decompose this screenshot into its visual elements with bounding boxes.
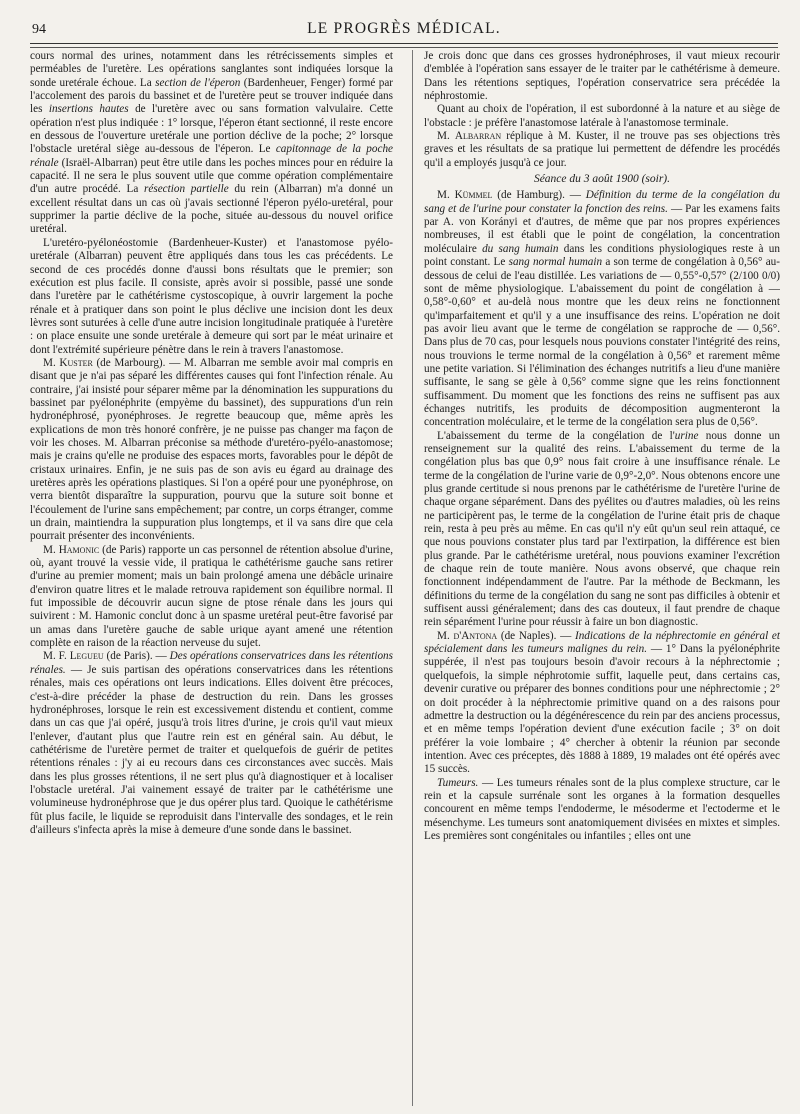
session-heading: Séance du 3 août 1900 (soir). (533, 173, 671, 186)
paragraph: L'uretéro-pyélonéostomie (Bardenheuer-Kuster) et l'anastomose pyélo-uretérale (Albarran) peuvent être appliqués dans tous les cas précédents. Le second de ces procédés donne d'aussi bons résultats que le premier; son exécution est plus facile. Il consiste, après avoir si possible, passé une sonde dans l'uretère par le cathétérisme cystoscopique, à ouvrir largement la poche rénale et à pratiquer dans son point le plus déclive une incision dont les deux lèvres sont suturées à celle d'une autre incision longitudinale pratiquée à l'uretère : on place ensuite une sonde uretérale à demeure qui sort par le méat urinaire et dont l'extrémité supérieure pénètre dans le rein à travers l'anastomose. (30, 236, 393, 356)
paragraph: Tumeurs. — Les tumeurs rénales sont de la plus complexe structure, car le rein et la capsule surrénale sont les organes à la formation desquelles concourent en même temps l'endoderme, le mésoderme et l'ectoderme et le mésenchyme. Les tumeurs sont anatomiquement divisées en mixtes et simples. Les premières sont congénitales ou infantiles ; elles ont une (424, 776, 780, 842)
paragraph: M. Kuster (de Marbourg). — M. Albarran me semble avoir mal compris en disant que je n'ai pas séparé les différentes causes qui font l'infection rénale. Au contraire, j'ai insisté pour séparer même par la dénomination les suppurations du bassinet par pyélonéphrite (empyème du bassinet), des suppurations d'un rein hydronéphrosé, pyonéphroses. Je regrette beaucoup que, même après les explications de mon très honoré confrère, je ne puisse pas changer ma façon de voir les choses. M. Albarran préconise sa méthode d'uretéro-pyélo-anastomose; mais je crains qu'elle ne produise des espaces morts, favorables pour le dépôt de cristaux urinaires. Enfin, je ne suis pas de son avis eu égard au drainage des uretères après les opérations plastiques. Si l'on a opéré pour une pyonéphrose, on verra bientôt disparaître la suppuration, pourvu que la suture soit bonne et l'écoulement de l'urine sans empêchement; par contre, un corps étranger, comme un drain, maintiendra la suppuration plus longtemps, et il va sans dire que cela pourrait présenter des inconvénients. (30, 356, 393, 543)
speaker-name: Kümmel (454, 189, 493, 202)
speaker-name: Legueu (69, 650, 104, 663)
paragraph: M. Kümmel (de Hamburg). — Définition du terme de la congélation du sang et de l'urine pour constater la fonction des reins. — Par les examens faits par A. von Korányi et d'autres, de même que par nos propres expériences nombreuses, il est établi que le point de congélation, la concentration moléculaire du sang humain dans les conditions physiologiques reste à un point constant. Le sang normal humain a son terme de congélation à 0,56° au-dessous de celui de l'eau distillée. Les variations de — 0,55°-0,57° (2/100 0/0) sont de même physiologique. L'abaissement du point de congélation à — 0,58°-0,60° et au-delà nous montre que les deux reins ne fonctionnent qu'imparfaitement et qu'il y a une insuffisance des reins. L'opération ne doit pas avoir lieu avant que le terme de congélation se rapproche de — 0,56°. Dans plus de 70 cas, pour lesquels nous pouvions constater l'intégrité des reins, nous trouvions le terme normal de la congélation à 0,56° et rarement même une petite variation. Si l'élimination des échanges nutritifs a lieu d'une manière suffisante, le sang se gèle à 0,56° comme signe que les reins fonctionnent suffisamment. Du moment que les fonctions des reins ne suffisent pas aux échanges nutritifs, les produits de décomposition augmenteront la concentration moléculaire, et le terme de la congélation sera plus de 0,56°. (424, 189, 780, 429)
right-column (424, 50, 780, 1106)
column-divider (412, 50, 413, 1106)
header-rule-thin (30, 47, 778, 48)
page-number: 94 (32, 22, 46, 37)
journal-title: LE PROGRÈS MÉDICAL. (307, 20, 501, 37)
paragraph: Quant au choix de l'opération, il est subordonné à la nature et au siège de l'obstacle : je préfère l'anastomose latérale à l'anastomose terminale. (424, 103, 780, 129)
speaker-name: Hamonic (58, 543, 100, 556)
paragraph: M. F. Legueu (de Paris). — Des opérations conservatrices dans les rétentions rénales. — Je suis partisan des opérations conservatrices dans les rétentions rénales, mais ces opérations ont leurs indications. Elles doivent être précoces, c'est-à-dire précéder la phase de destruction du rein. Dans les grosses hydronéphroses, lorsque le rein est excessivement distendu et contient, comme dans un cas que j'ai opéré, jusqu'à trois litres d'urine, je crois qu'il vaut mieux l'enlever, d'autant plus que l'autre rein est en général sain. Au début, le cathétérisme de l'uretère permet de traiter et quelquefois de guérir de petites rétentions rénales : j'y ai eu recours dans ces circonstances avec succès. Mais dans les plus grosses rétentions, il ne sert plus qu'à diagnostiquer et à localiser l'obstacle uretéral. J'ai vainement essayé de traiter par le cathétérisme une volumineuse hydronéphrose que je dus opérer plus tard. Quoique le cathétérisme fût plus facile, le liquide se reproduisit dans l'intervalle des sondages, et le rein d'ailleurs s'infecta après la mise à demeure d'une sonde dans le bassinet. (30, 650, 393, 836)
paragraph: M. Hamonic (de Paris) rapporte un cas personnel de rétention absolue d'urine, où, ayant trouvé la vessie vide, il pratiqua le cathétérisme gauche sans retirer d'urine au premier moment; mais un bain prolongé amena une débâcle urinaire d'environ quatre litres et le malade retrouva rapidement son équilibre normal. Il fut impossible de découvrir aucun signe de ptose rénale dans les jours qui suivirent : M. Hamonic conclut donc à un spasme uretéral peut-être favorisé par un amas dans l'uretère gauche de sable urique ayant amené une rétention complète en raison de la réaction nerveuse du sujet. (30, 543, 393, 650)
speaker-name: d'Antona (453, 629, 498, 642)
speaker-name: Albarran (454, 130, 502, 143)
paragraph: Je crois donc que dans ces grosses hydronéphroses, il vaut mieux recourir d'emblée à l'opération sans essayer de le traiter par le cathétérisme à demeure. Dans les rétentions septiques, l'opération conservatrice sera précédée la néphrostomie. (424, 50, 780, 103)
paragraph: L'abaissement du terme de la congélation de l'urine nous donne un renseignement sur la qualité des reins. L'abaissement du terme de la congélation plus bas que 0,9° nous fait croire à une insuffisance rénale. Le terme de la congélation de l'urine varie de 0,9°-2,0°. Nous obtenons encore une plus grande certitude si nous prenons par le cathétérisme de l'uretère l'urine de chaque organe séparément. Dans des pyélites ou d'autres maladies, où les reins ne participèrent pas, le terme de la congélation de l'urine était pris de chaque rein, resta à peu près au même. En cas qu'il n'y eût qu'un seul rein attaqué, ce que nous pouvions constater plus tard par l'extirpation, la différence est bien plus grande. Par le cathétérisme uretéral, nous pouvions examiner l'excrétion de chaque rein de toute manière. Nous avons observé, que chaque rein fonctionnent indépendamment de l'autre. Par la méthode de Beckmann, les définitions du terme de la congélation du sang ne sont pas difficiles à obtenir et suffisent aussi généralement; dans des cas douteux, il faut prendre de chaque rein séparément l'urine pour réussir à faire un bon diagnostic. (424, 429, 780, 629)
left-column (30, 50, 393, 1106)
paragraph: M. Albarran réplique à M. Kuster, il ne trouve pas ses objections très graves et les résultats de sa pratique lui permettent de défendre les procédés qu'il a employés jusqu'à ce jour. (424, 130, 780, 169)
paragraph: cours normal des urines, notamment dans les rétrécissements simples et perméables de l'uretère. Les opérations sanglantes sont indiquées lorsque la sonde uretérale échoue. La section de l'éperon (Bardenheuer, Fenger) formé par l'accolement des parois du bassinet et de l'uretère peut se trouver indiquée dans les insertions hautes de l'uretère avec ou sans formation valvulaire. Cette opération n'est plus indiquée : 1° lorsque, l'éperon étant sectionné, il reste encore en dessous de l'ouverture uretérale une portion déclive de la poche; 2° lorsque l'obstacle uretéral siège au-dessous de l'éperon. Le capitonnage de la poche rénale (Israël-Albarran) peut être utile dans les poches minces pour en réduire la capacité. Il ne sera le plus souvent utile que comme opération complémentaire d'un autre procédé. La résection partielle du rein (Albarran) m'a donné un excellent résultat dans un cas où j'avais sectionné l'éperon pyélo-uretéral, pour supprimer la partie déclive de la poche, située au-dessous du nouvel orifice uretéral. (30, 50, 393, 236)
paragraph: M. d'Antona (de Naples). — Indications de la néphrectomie en général et spécialement dans les tumeurs malignes du rein. — 1° Dans la pyélonéphrite suppérée, il n'est pas toujours besoin d'avoir recours à la néphrectomie ; quelquefois, la simple néphrotomie suffit, laquelle peut, dans certains cas, devenir curative ou préparer des bonnes conditions pour une néphrectomie ; 2° on doit procéder à la néphrectomie primitive quand on a des raisons pour admettre la destruction ou la dégénérescence du rein par des anciens processus, et en même temps l'opération devient d'une exécution facile ; 3° on doit préférer la voie lombaire ; 4° chercher à obtenir la réunion par seconde intention. Avec ces préceptes, dès 1888 à 1889, 19 malades ont été opérés avec 15 succès. (424, 629, 780, 776)
speaker-name: Kuster (59, 356, 93, 369)
page-header (30, 18, 778, 42)
header-rule (30, 43, 778, 44)
